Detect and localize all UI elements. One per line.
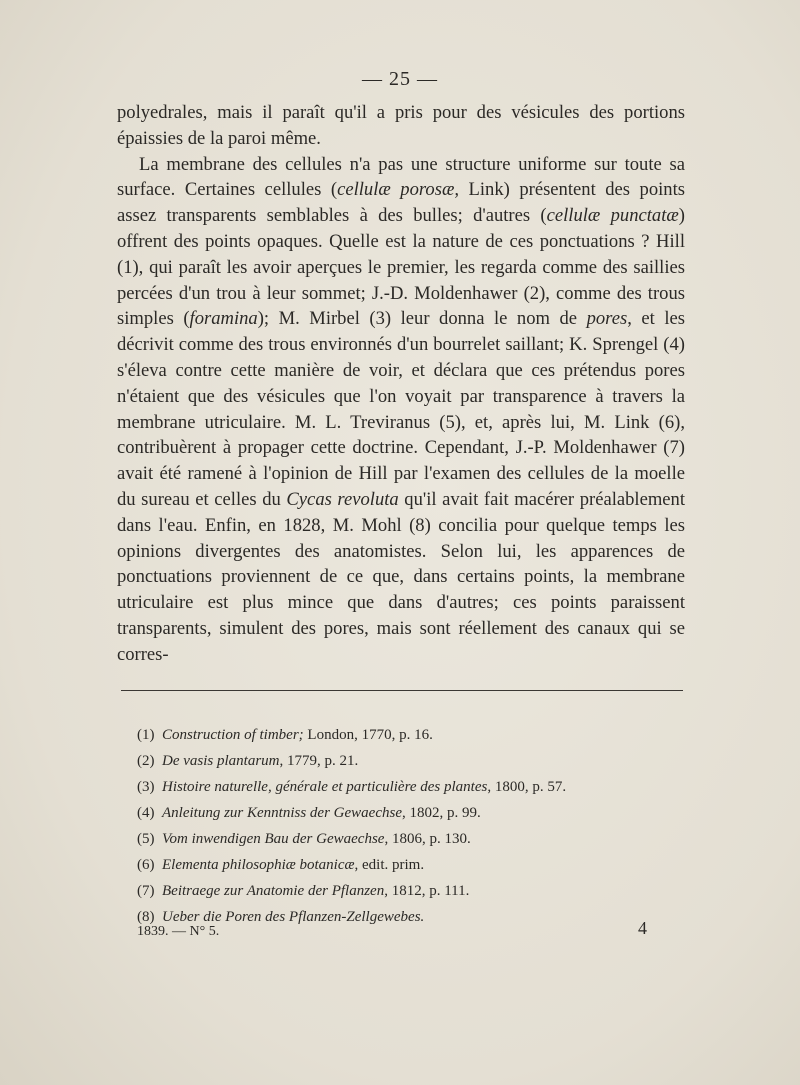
footnote-number: (7) (137, 883, 155, 899)
italic-text: Anleitung zur Kenntniss der Gewaechse (162, 805, 402, 821)
text-run: , 1806, p. 130. (384, 831, 471, 847)
text-run: , 1779, p. 21. (279, 753, 359, 769)
page-number: — 25 — (362, 68, 438, 90)
footnote-number: (1) (137, 727, 155, 743)
text-run: La membrane des cellules n'a pas une structure uniforme sur toute sa surface. Certaines cellules ( (117, 153, 685, 201)
footnote (137, 878, 677, 904)
footnote-number: (3) (137, 779, 155, 795)
footnote-number: (6) (137, 857, 155, 873)
italic-text: De vasis plantarum (162, 753, 280, 769)
italic-text: Ueber die Poren des Pflanzen-Zellgewebes. (162, 909, 425, 925)
text-run: , edit. prim. (354, 857, 425, 873)
footnote (137, 826, 677, 852)
text-run: , 1800, p. 57. (487, 779, 567, 795)
footnote-number: (8) (137, 909, 155, 925)
text-run: Link) présentent des points assez transparents semblables à des bulles; d'autres ( (117, 179, 686, 227)
italic-text: Histoire naturelle, générale et particulière des plantes (162, 779, 488, 795)
italic-text: cellulæ porosæ, (337, 179, 459, 201)
text-run: ); M. Mirbel (3) leur donna le nom de (257, 308, 587, 330)
paragraph (117, 100, 685, 152)
italic-text: Vom inwendigen Bau der Gewaechse (162, 831, 385, 847)
footnote (137, 852, 677, 878)
italic-text: foramina (189, 308, 258, 330)
text-run: , 1812, p. 111. (384, 883, 470, 899)
italic-text: Elementa philosophiæ botanicæ (162, 857, 355, 873)
footnote-rule (121, 690, 683, 691)
footnote-number: (4) (137, 805, 155, 821)
italic-text: pores (586, 308, 628, 330)
footnote-number: (2) (137, 753, 155, 769)
footnote (137, 748, 677, 774)
italic-text: cellulæ punctatæ (546, 205, 679, 227)
footnotes (137, 722, 677, 930)
footnote (137, 774, 677, 800)
footnote (137, 722, 677, 748)
text-run: , et les décrivit comme des trous environnés d'un bourrelet saillant; K. Sprengel (4) s'éleva contre cette manière de voir, et déclara que ces prétendus pores n'étaient que des vésicules que l'on voyait par transparence à travers la membrane utriculaire. M. L. Treviranus (5), et, après lui, M. Link (6), contribuèrent à propager cette doctrine. Cependant, J.-P. Moldenhawer (7) avait été ramené à l'opinion de Hill par l'examen des cellules de la moelle du sureau et celles du (117, 308, 685, 510)
italic-text: Construction of timber; (162, 727, 304, 743)
text-run: qu'il avait fait macérer préalablement dans l'eau. Enfin, en 1828, M. Mohl (8) concilia pour quelque temps les opinions divergentes des anatomistes. Selon lui, les apparences de ponctuations proviennent de ce que, dans certains points, la membrane utriculaire est plus mince que dans d'autres; ces points paraissent transparents, simulent des pores, mais sont réellement des canaux qui se corres- (117, 488, 686, 665)
body-text (117, 100, 685, 668)
italic-text: Beitraege zur Anatomie der Pflanzen (162, 883, 385, 899)
italic-text: Cycas revoluta (286, 488, 399, 510)
footnote-number: (5) (137, 831, 155, 847)
sheet-number: 4 (638, 918, 647, 938)
text-run: ) offrent des points opaques. Quelle est la nature de ces ponctuations ? Hill (1), qui paraît les avoir aperçues le premier, les regarda comme des saillies percées d'un trou à leur sommet; J.-D. Moldenhawer (2), comme des trous simples ( (117, 205, 685, 330)
signature-mark: 1839. — N° 5. (137, 924, 220, 939)
footnote (137, 800, 677, 826)
text-run: , 1802, p. 99. (401, 805, 481, 821)
text-run: polyedrales, mais il paraît qu'il a pris pour des vésicules des portions épaissies de la paroi même. (117, 102, 685, 149)
paragraph (117, 152, 685, 668)
text-run: London, 1770, p. 16. (303, 727, 433, 743)
